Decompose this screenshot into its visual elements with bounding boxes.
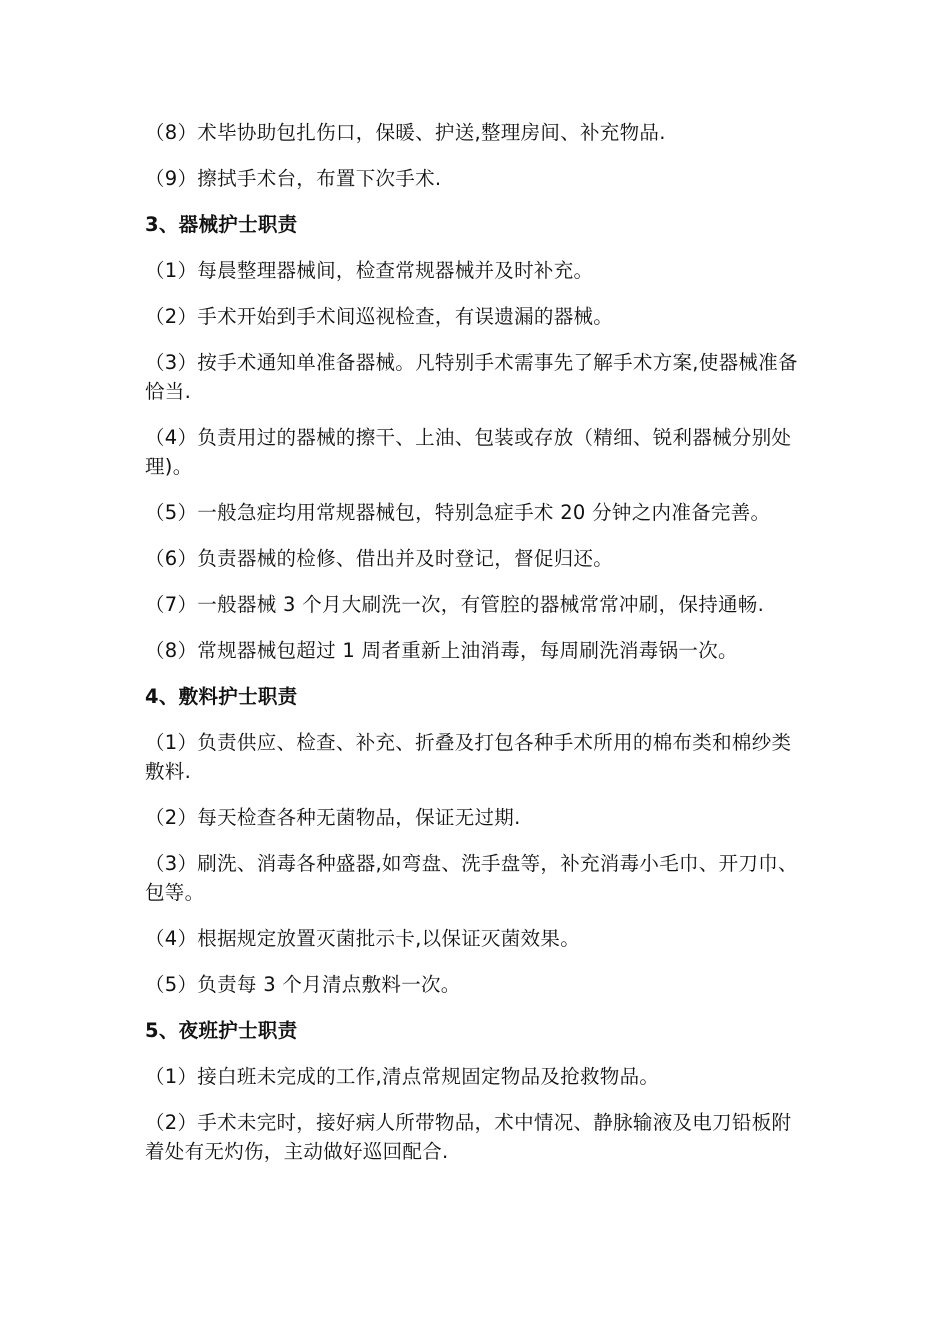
section-heading-dressing-nurse: 4、敷料护士职责 [145,685,298,708]
paragraph-item-3b: （3）刷洗、消毒各种盛器,如弯盘、洗手盘等，补充消毒小毛巾、开刀巾、包等。 [145,852,798,904]
document-body [145,118,810,1183]
paragraph-item-9: （9）擦拭手术台，布置下次手术. [145,167,442,190]
paragraph-item-8: （8）术毕协助包扎伤口，保暖、护送,整理房间、补充物品. [145,121,666,144]
paragraph-item-1: （1）每晨整理器械间，检查常规器械并及时补充。 [145,259,594,282]
paragraph-item-5b: （5）负责每 3 个月清点敷料一次。 [145,973,461,996]
paragraph-item-7: （7）一般器械 3 个月大刷洗一次，有管腔的器械常常冲刷，保持通畅. [145,593,765,616]
paragraph-item-4: （4）负责用过的器械的擦干、上油、包装或存放（精细、锐利器械分别处理)。 [145,426,792,478]
section-heading-night-nurse: 5、夜班护士职责 [145,1019,298,1042]
paragraph-item-5: （5）一般急症均用常规器械包，特别急症手术 20 分钟之内准备完善。 [145,501,771,524]
paragraph-item-2c: （2）手术未完时，接好病人所带物品，术中情况、静脉输液及电刀铅板附着处有无灼伤，主动做好巡回配合. [145,1111,792,1163]
paragraph-item-6: （6）负责器械的检修、借出并及时登记，督促归还。 [145,547,614,570]
paragraph-item-2: （2）手术开始到手术间巡视检查，有误遗漏的器械。 [145,305,614,328]
section-heading-instrument-nurse: 3、器械护士职责 [145,213,298,236]
paragraph-item-1b: （1）负责供应、检查、补充、折叠及打包各种手术所用的棉布类和棉纱类敷料. [145,731,792,783]
paragraph-item-3: （3）按手术通知单准备器械。凡特别手术需事先了解手术方案,使器械准备恰当. [145,351,798,403]
paragraph-item-1c: （1）接白班未完成的工作,清点常规固定物品及抢救物品。 [145,1065,660,1088]
paragraph-item-8b: （8）常规器械包超过 1 周者重新上油消毒，每周刷洗消毒锅一次。 [145,639,738,662]
paragraph-item-4b: （4）根据规定放置灭菌批示卡,以保证灭菌效果。 [145,927,581,950]
paragraph-item-2b: （2）每天检查各种无菌物品，保证无过期. [145,806,521,829]
